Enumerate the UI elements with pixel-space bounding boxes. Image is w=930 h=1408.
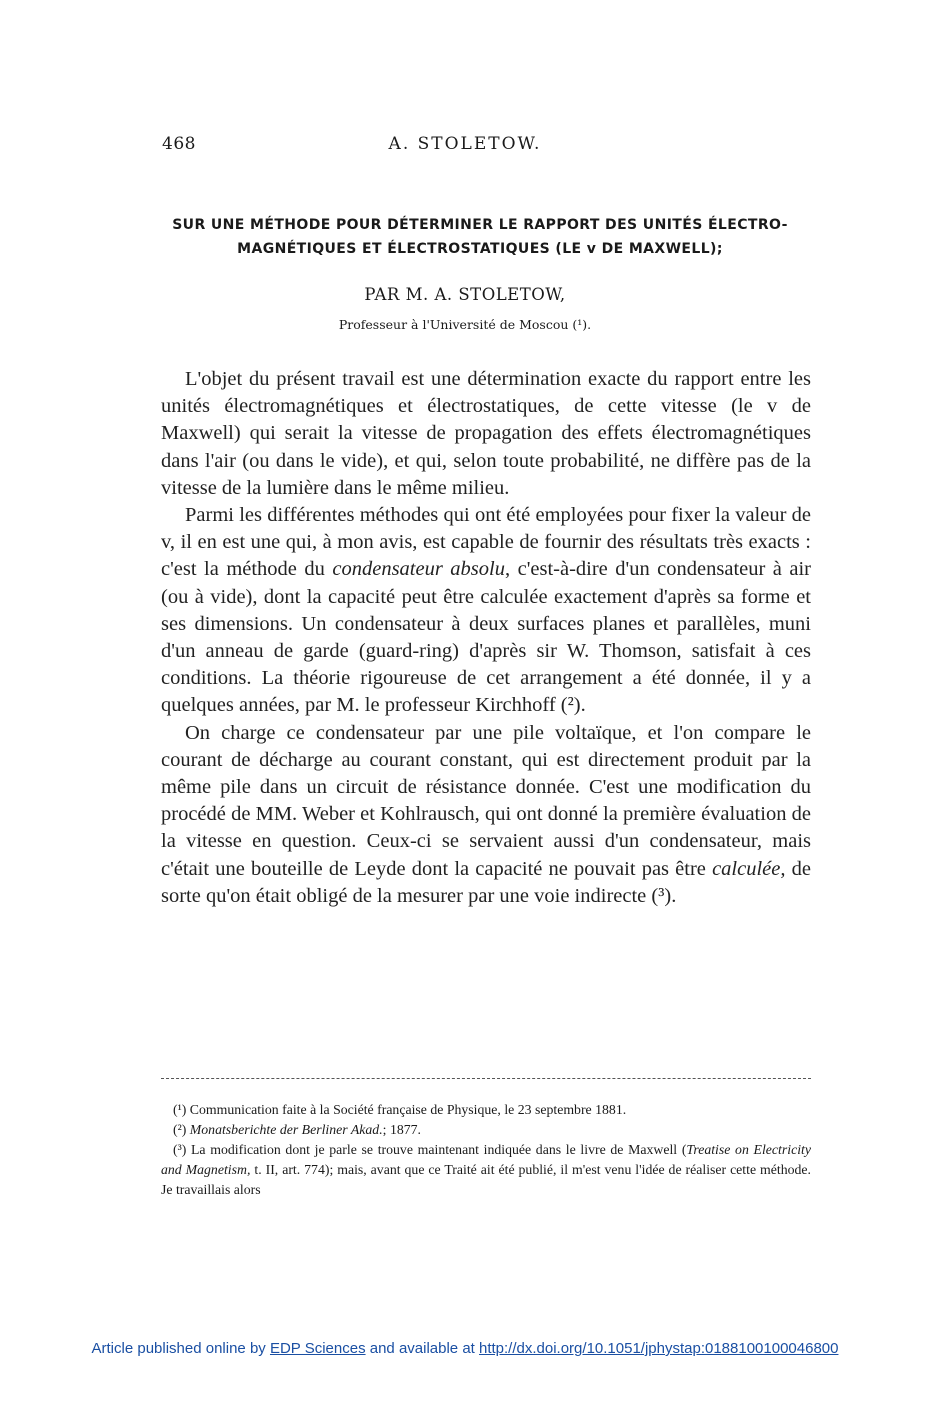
article-title xyxy=(150,213,810,261)
author-affiliation: Professeur à l'Université de Moscou (¹). xyxy=(338,317,592,332)
footnote-3-italic: Treatise on Electricity and Magnetism, xyxy=(161,1142,811,1177)
footnote-2 xyxy=(161,1120,811,1140)
author-byline: PAR M. A. STOLETOW, xyxy=(364,285,566,304)
footnote-1: (¹) Communication faite à la Société française de Physique, le 23 septembre 1881. xyxy=(173,1102,627,1117)
footnote-2-italic: Monatsberichte der Berliner Akad. xyxy=(189,1122,383,1137)
paragraph-3-text-a: On charge ce condensateur par une pile voltaïque, et l'on compare le courant de décharge au courant constant, qui est directement produit par la même pile dans un circuit de résistance donnée. C'est une modification du procédé de MM. Weber et Kohlrausch, qui ont donné la première évaluation de la vitesse en question. Ceux-ci se servaient aussi d'un condensateur, mais c'était une bouteille de Leyde dont la capacité ne pouvait pas être xyxy=(161,721,811,880)
paragraph-3-text-b: de sorte qu'on était obligé de la mesurer par une voie indirecte (³). xyxy=(161,857,811,907)
footnote-separator xyxy=(161,1078,811,1079)
footnote-2-text: ; 1877. xyxy=(382,1122,421,1137)
title-line-1: SUR UNE MÉTHODE POUR DÉTERMINER LE RAPPORT DES UNITÉS ÉLECTRO- xyxy=(172,217,788,233)
paragraph-2 xyxy=(161,502,811,720)
banner-prefix: Article published online by xyxy=(91,1340,270,1357)
banner-middle: and available at xyxy=(365,1340,479,1357)
paragraph-2-text-b: , c'est-à-dire d'un condensateur à air (ou à vide), dont la capacité peut être calculée exactement d'après sa forme et ses dimensions. Un condensateur à deux surfaces planes et parallèles, muni d'un anneau de garde (guard-ring) d'après sir W. Thomson, satisfait à ces conditions. La théorie rigoureuse de cet arrangement a été donnée, il y a quelques années, par M. le professeur Kirchhoff (²). xyxy=(161,558,812,717)
footnotes xyxy=(161,1100,811,1200)
doi-link[interactable]: http://dx.doi.org/10.1051/jphystap:0188100100046800 xyxy=(479,1340,839,1357)
footnote-3 xyxy=(161,1140,811,1200)
paragraph-2-italic: condensateur absolu xyxy=(332,558,505,581)
paragraph-2-text-a: Parmi les différentes méthodes qui ont été employées pour fixer la valeur de v, il en est une qui, à mon avis, est capable de fournir des résultats très exacts : c'est la méthode du xyxy=(161,504,811,581)
paragraph-3-italic: calculée, xyxy=(712,857,786,880)
publication-banner xyxy=(0,1340,930,1357)
footnote-3-text-b: t. II, art. 774); mais, avant que ce Traité ait été publié, il m'est venu l'idée de réaliser cette méthode. Je travaillais alors xyxy=(161,1162,812,1197)
footnote-2-marker: (²) xyxy=(173,1122,190,1137)
page-number: 468 xyxy=(162,134,196,154)
title-line-2: MAGNÉTIQUES ET ÉLECTROSTATIQUES (LE v DE MAXWELL); xyxy=(237,241,723,257)
paragraph-1: L'objet du présent travail est une détermination exacte du rapport entre les unités électromagnétiques et électrostatiques, de cette vitesse (le v de Maxwell) qui serait la vitesse de propagation des effets électromagnétiques dans l'air (ou dans le vide), et qui, selon toute probabilité, ne diffère pas de la vitesse de la lumière dans le même milieu. xyxy=(161,368,811,499)
publisher-link[interactable]: EDP Sciences xyxy=(269,1340,366,1357)
footnote-3-text-a: (³) La modification dont je parle se trouve maintenant indiquée dans le livre de Maxwell ( xyxy=(173,1142,687,1157)
paragraph-3 xyxy=(161,720,811,910)
running-head: A. STOLETOW. xyxy=(388,134,542,154)
body-text xyxy=(161,366,811,910)
